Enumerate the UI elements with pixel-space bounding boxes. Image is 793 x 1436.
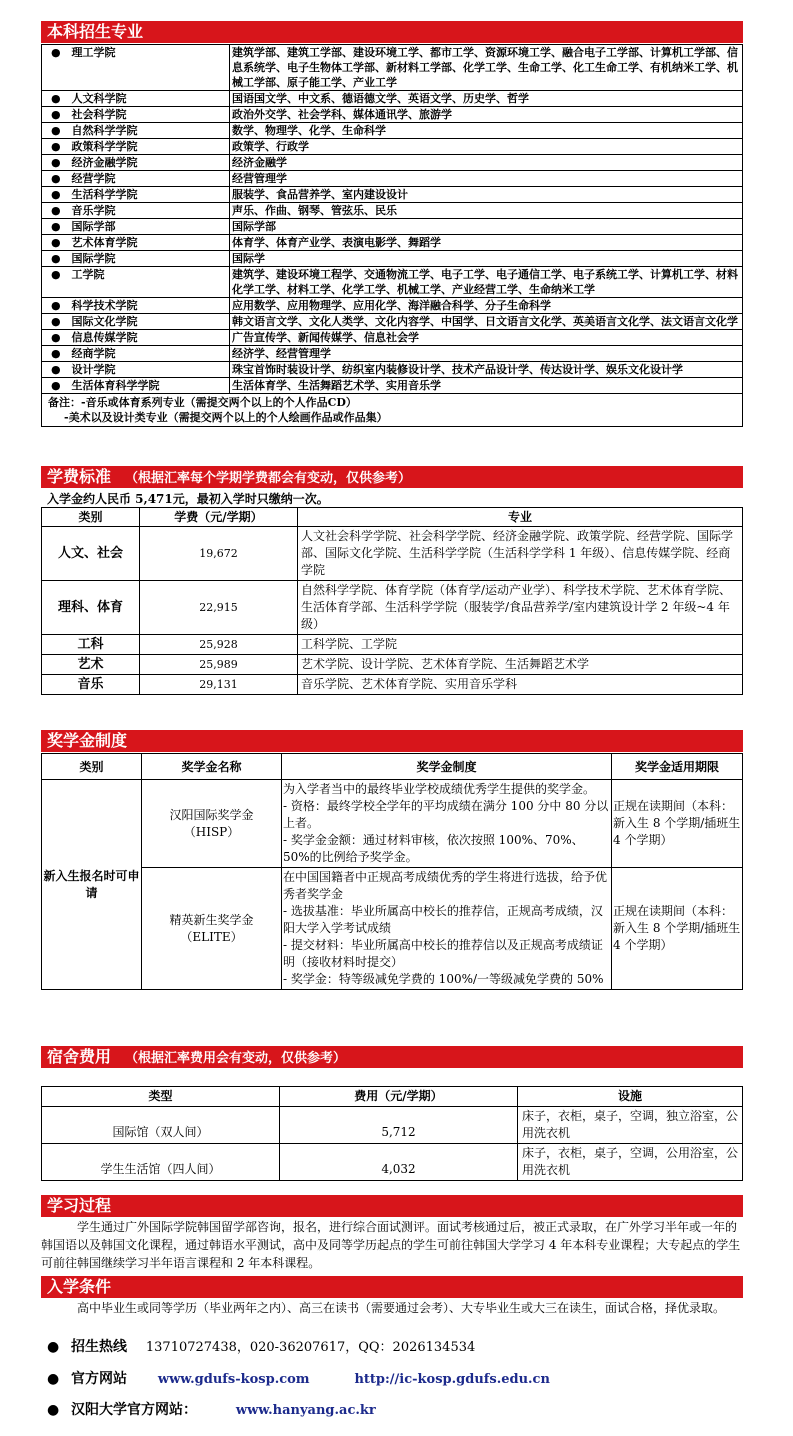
scholarship-line: - 提交材料：毕业所属高中校长的推荐信以及正规高考成绩证明（接收材料时提交） xyxy=(283,938,603,969)
table-row xyxy=(42,655,743,675)
college-name: 经济金融学院 xyxy=(70,155,230,171)
fee-category: 工科 xyxy=(42,635,140,655)
bullet-icon: ● xyxy=(42,123,70,139)
dorm-fee: 4,032 xyxy=(280,1144,518,1181)
bullet-icon: ● xyxy=(47,1339,60,1355)
college-name: 生活科学学院 xyxy=(70,187,230,203)
fees-note: （根据汇率每个学期学费都会有变动，仅供参考） xyxy=(125,471,412,486)
scholarship-section-title: 奖学金制度 xyxy=(41,730,743,752)
college-name: 工学院 xyxy=(70,267,230,298)
bullet-icon: ● xyxy=(47,1402,60,1418)
college-name: 设计学院 xyxy=(70,362,230,378)
remark-line: -美术以及设计类专业（需提交两个以上的个人绘画作品或作品集） xyxy=(64,411,388,424)
scholarship-name-cell xyxy=(142,780,282,868)
dorm-type: 学生生活馆（四人间） xyxy=(42,1144,280,1181)
scholarship-name: 汉阳国际奖学金 xyxy=(169,807,254,822)
scholarship-line: - 奖学金金额：通过材料审核，依次按照 100%、70%、50%的比例给予奖学金。 xyxy=(283,833,584,864)
scholarship-period: 正规在读期间（本科：新入生 8 个学期/插班生 4 个学期） xyxy=(612,780,743,868)
bullet-icon: ● xyxy=(42,378,70,394)
bullet-icon: ● xyxy=(42,267,70,298)
table-row xyxy=(42,267,743,298)
dorm-header-fee: 费用（元/学期） xyxy=(280,1087,518,1107)
college-name: 理工学院 xyxy=(70,45,230,91)
bullet-icon: ● xyxy=(42,171,70,187)
table-row xyxy=(42,527,743,581)
fee-category: 音乐 xyxy=(42,675,140,695)
college-majors: 服装学、食品营养学、室内建设设计 xyxy=(230,187,743,203)
table-row xyxy=(42,139,743,155)
college-majors: 政策学、行政学 xyxy=(230,139,743,155)
college-majors: 体育学、体育产业学、表演电影学、舞蹈学 xyxy=(230,235,743,251)
bullet-icon: ● xyxy=(42,219,70,235)
college-name: 科学技术学院 xyxy=(70,298,230,314)
process-text: 学生通过广外国际学院韩国留学部咨询，报名，进行综合面试测评。面试考核通过后，被正式录取，在广外学习半年或一年的韩国语以及韩国文化课程，通过韩语水平测试，高中及同等学历起点的学生可前往韩国大学学习 4 年本科专业课程；大专起点的学生可前往韩国继续学习半年语言课程和 2 年本科课程。 xyxy=(41,1220,741,1270)
table-row xyxy=(42,378,743,394)
college-majors: 韩文语言文学、文化人类学、文化内容学、中国学、日文语言文化学、英美语言文化学、法文语言文化学 xyxy=(230,314,743,330)
admission-section-title: 入学条件 xyxy=(41,1276,743,1298)
college-majors: 建筑学、建设环境工程学、交通物流工学、电子工学、电子通信工学、电子系统工学、计算机工学、材料化学工学、材料工学、化学工学、机械工学、产业经营工学、生命纳米工学 xyxy=(230,267,743,298)
table-row xyxy=(42,298,743,314)
hotline-label: 招生热线 xyxy=(71,1339,127,1355)
college-majors: 应用数学、应用物理学、应用化学、海洋融合科学、分子生命科学 xyxy=(230,298,743,314)
table-row xyxy=(42,362,743,378)
dorm-header-type: 类型 xyxy=(42,1087,280,1107)
contact-hanyang xyxy=(47,1399,376,1419)
table-row xyxy=(42,107,743,123)
bullet-icon: ● xyxy=(42,314,70,330)
contact-hotline xyxy=(47,1336,475,1356)
sch-header-period: 奖学金适用期限 xyxy=(612,754,743,780)
college-name: 生活体育科学学院 xyxy=(70,378,230,394)
table-row xyxy=(42,91,743,107)
table-row xyxy=(42,635,743,655)
process-section-title: 学习过程 xyxy=(41,1195,743,1217)
sch-header-category: 类别 xyxy=(42,754,142,780)
dorm-header-facilities: 设施 xyxy=(518,1087,743,1107)
college-name: 自然科学学院 xyxy=(70,123,230,139)
college-name: 艺术体育学院 xyxy=(70,235,230,251)
college-name: 社会科学院 xyxy=(70,107,230,123)
hanyang-label: 汉阳大学官方网站： xyxy=(71,1402,197,1418)
scholarship-table xyxy=(41,753,743,990)
college-majors: 广告宣传学、新闻传媒学、信息社会学 xyxy=(230,330,743,346)
scholarship-period: 正规在读期间（本科：新入生 8 个学期/插班生 4 个学期） xyxy=(612,868,743,990)
bullet-icon: ● xyxy=(42,155,70,171)
fees-header-fee: 学费（元/学期） xyxy=(140,508,298,527)
table-row xyxy=(42,1107,743,1144)
college-name: 政策科学学院 xyxy=(70,139,230,155)
scholarship-description xyxy=(282,868,612,990)
college-name: 国际学院 xyxy=(70,251,230,267)
scholarship-code: （ELITE） xyxy=(180,929,243,944)
table-row xyxy=(42,203,743,219)
table-row xyxy=(42,219,743,235)
college-majors: 国际学 xyxy=(230,251,743,267)
table-row xyxy=(42,330,743,346)
fee-category: 艺术 xyxy=(42,655,140,675)
table-row xyxy=(42,251,743,267)
hanyang-link[interactable]: www.hanyang.ac.kr xyxy=(235,1403,376,1418)
college-majors: 经济学、经营管理学 xyxy=(230,346,743,362)
scholarship-name: 精英新生奖学金 xyxy=(169,912,254,927)
scholarship-name-cell xyxy=(142,868,282,990)
table-row xyxy=(42,123,743,139)
bullet-icon: ● xyxy=(42,346,70,362)
table-row xyxy=(42,155,743,171)
remark-row xyxy=(42,394,743,427)
majors-table xyxy=(41,44,743,427)
dorm-table xyxy=(41,1086,743,1181)
college-majors: 国语国文学、中文系、德语德文学、英语文学、历史学、哲学 xyxy=(230,91,743,107)
sch-header-name: 奖学金名称 xyxy=(142,754,282,780)
table-row xyxy=(42,235,743,251)
dorm-type: 国际馆（双人间） xyxy=(42,1107,280,1144)
entrance-fee-notice: 入学金约人民币 5,471元，最初入学时只缴纳一次。 xyxy=(47,492,329,506)
table-row xyxy=(42,780,743,868)
table-row xyxy=(42,346,743,362)
bullet-icon: ● xyxy=(42,203,70,219)
contact-website xyxy=(47,1368,550,1388)
bullet-icon: ● xyxy=(42,139,70,155)
fee-category: 人文、社会 xyxy=(42,527,140,581)
college-name: 音乐学院 xyxy=(70,203,230,219)
admission-text: 高中毕业生或同等学历（毕业两年之内）、高三在读书（需要通过会考）、大专毕业生或大三在读生，面试合格，择优录取。 xyxy=(77,1301,726,1315)
majors-remark xyxy=(42,394,743,427)
table-row xyxy=(42,1144,743,1181)
scholarship-description xyxy=(282,780,612,868)
college-majors: 经济金融学 xyxy=(230,155,743,171)
fee-amount: 19,672 xyxy=(140,527,298,581)
college-majors: 生活体育学、生活舞蹈艺术学、实用音乐学 xyxy=(230,378,743,394)
fee-majors: 人文社会科学学院、社会科学学院、经济金融学院、政策学院、经营学院、国际学部、国际文化学院、生活科学学院（生活科学学科 1 年级）、信息传媒学院、经商学院 xyxy=(298,527,743,581)
hotline-value: 13710727438，020-36207617，QQ：2026134534 xyxy=(145,1340,476,1355)
bullet-icon: ● xyxy=(42,251,70,267)
table-row xyxy=(42,187,743,203)
website-link-1[interactable]: www.gdufs-kosp.com xyxy=(157,1372,310,1387)
bullet-icon: ● xyxy=(47,1371,60,1387)
fees-table xyxy=(41,507,743,695)
bullet-icon: ● xyxy=(42,45,70,91)
college-name: 经商学院 xyxy=(70,346,230,362)
college-majors: 政治外交学、社会学科、媒体通讯学、旅游学 xyxy=(230,107,743,123)
website-link-2[interactable]: http://ic-kosp.gdufs.edu.cn xyxy=(354,1372,550,1387)
college-majors: 珠宝首饰时装设计学、纺织室内装修设计学、技术产品设计学、传达设计学、娱乐文化设计学 xyxy=(230,362,743,378)
scholarship-line: 在中国国籍者中正规高考成绩优秀的学生将进行选拔，给予优秀者奖学金 xyxy=(283,870,608,901)
scholarship-line: 为入学者当中的最终毕业学校成绩优秀学生提供的奖学金。 xyxy=(283,782,596,796)
college-name: 经营学院 xyxy=(70,171,230,187)
fee-amount: 25,989 xyxy=(140,655,298,675)
fee-amount: 29,131 xyxy=(140,675,298,695)
scholarship-code: （HISP） xyxy=(183,824,240,839)
college-majors: 数学、物理学、化学、生命科学 xyxy=(230,123,743,139)
bullet-icon: ● xyxy=(42,362,70,378)
dorm-fee: 5,712 xyxy=(280,1107,518,1144)
fee-amount: 25,928 xyxy=(140,635,298,655)
fee-category: 理科、体育 xyxy=(42,581,140,635)
sch-header-system: 奖学金制度 xyxy=(282,754,612,780)
fees-header-category: 类别 xyxy=(42,508,140,527)
table-row xyxy=(42,171,743,187)
bullet-icon: ● xyxy=(42,235,70,251)
majors-section-title: 本科招生专业 xyxy=(41,21,743,43)
table-row xyxy=(42,675,743,695)
college-name: 国际学部 xyxy=(70,219,230,235)
college-majors: 经营管理学 xyxy=(230,171,743,187)
scholarship-line: - 选拔基准：毕业所属高中校长的推荐信，正规高考成绩，汉阳大学入学考试成绩 xyxy=(283,904,603,935)
table-row xyxy=(42,868,743,990)
scholarship-line: - 奖学金：特等级减免学费的 100%/一等级减免学费的 50% xyxy=(283,972,604,986)
dorm-facilities: 床子，衣柜，桌子，空调，独立浴室，公用洗衣机 xyxy=(518,1107,743,1144)
dorm-note: （根据汇率费用会有变动，仅供参考） xyxy=(125,1051,347,1066)
table-row xyxy=(42,581,743,635)
bullet-icon: ● xyxy=(42,107,70,123)
fees-section-title: 学费标准 （根据汇率每个学期学费都会有变动，仅供参考） xyxy=(41,466,743,488)
scholarship-category: 新入生报名时可申请 xyxy=(42,780,142,990)
fees-header-majors: 专业 xyxy=(298,508,743,527)
college-majors: 声乐、作曲、钢琴、管弦乐、民乐 xyxy=(230,203,743,219)
bullet-icon: ● xyxy=(42,330,70,346)
table-row xyxy=(42,45,743,91)
scholarship-line: - 资格：最终学校全学年的平均成绩在满分 100 分中 80 分以上者。 xyxy=(283,799,609,830)
dorm-section-title: 宿舍费用 （根据汇率费用会有变动，仅供参考） xyxy=(41,1046,743,1068)
fee-amount: 22,915 xyxy=(140,581,298,635)
fee-majors: 自然科学学院、体育学院（体育学/运动产业学）、科学技术学院、艺术体育学院、生活体育学部、生活科学学院（服装学/食品营养学/室内建筑设计学 2 年级~4 年级） xyxy=(298,581,743,635)
bullet-icon: ● xyxy=(42,298,70,314)
college-name: 人文科学院 xyxy=(70,91,230,107)
college-name: 国际文化学院 xyxy=(70,314,230,330)
fee-majors: 工科学院、工学院 xyxy=(298,635,743,655)
college-name: 信息传媒学院 xyxy=(70,330,230,346)
fee-majors: 艺术学院、设计学院、艺术体育学院、生活舞蹈艺术学 xyxy=(298,655,743,675)
bullet-icon: ● xyxy=(42,91,70,107)
dorm-facilities: 床子，衣柜，桌子，空调，公用浴室，公用洗衣机 xyxy=(518,1144,743,1181)
table-row xyxy=(42,314,743,330)
college-majors: 建筑学部、建筑工学部、建设环境工学、都市工学、资源环境工学、融合电子工学部、计算机工学部、信息系统学、电子生物体工学部、新材料工学部、化学工学、生命工学、化工生命工学、有机纳米工学、机械工学部、原子能工学、产业工学 xyxy=(230,45,743,91)
remark-line: 备注：-音乐或体育系列专业（需提交两个以上的个人作品CD） xyxy=(48,396,357,409)
bullet-icon: ● xyxy=(42,187,70,203)
fee-majors: 音乐学院、艺术体育学院、实用音乐学科 xyxy=(298,675,743,695)
college-majors: 国际学部 xyxy=(230,219,743,235)
website-label: 官方网站 xyxy=(71,1371,127,1387)
